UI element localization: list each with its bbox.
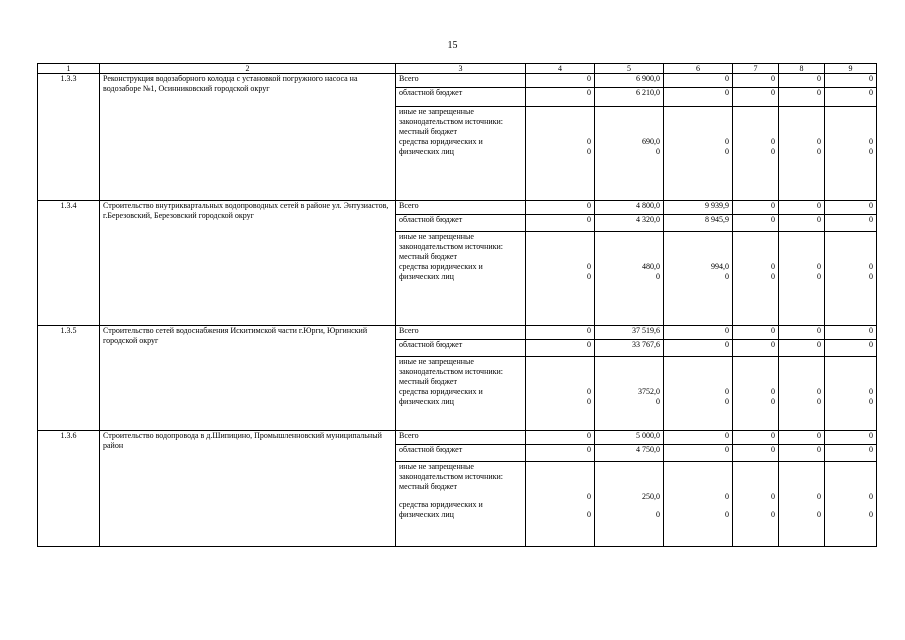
local-value: 0 [817,492,821,501]
value-spacer [529,232,591,262]
local-value: 0 [771,137,775,146]
other-sources-values [733,107,779,201]
source-regional-label: областной бюджет [396,445,526,462]
source-total-label: Всего [396,326,526,340]
value-spacer [598,462,660,492]
other-sources-values [733,357,779,431]
local-value: 0 [725,492,729,501]
value-spacer [529,462,591,492]
regional-value: 0 [779,88,825,107]
other-sources-values [664,107,733,201]
legal-entities-label: средства юридических и физических лиц [399,387,483,406]
total-value: 0 [825,201,877,215]
other-sources-values [779,107,825,201]
other-sources-values [825,462,877,547]
local-value: 250,0 [642,492,660,501]
total-value: 0 [779,326,825,340]
regional-value: 0 [664,88,733,107]
total-value: 0 [664,74,733,88]
regional-value: 0 [779,445,825,462]
project-code: 1.3.6 [38,431,100,547]
total-value: 0 [779,74,825,88]
column-number: 7 [733,64,779,74]
regional-value: 8 945,9 [664,215,733,232]
column-number: 8 [779,64,825,74]
project-row [38,326,877,340]
legal-value: 0 [771,272,775,281]
regional-value: 0 [779,340,825,357]
total-value: 0 [825,431,877,445]
legal-value: 0 [869,397,873,406]
other-sources-values [825,232,877,326]
source-total-label: Всего [396,431,526,445]
legal-value: 0 [869,510,873,519]
other-sources-label: иные не запрещенные законодательством источники: [399,357,504,376]
project-description: Строительство внутриквартальных водопроводных сетей в районе ул. Энтузиастов, г.Березовский, Березовский городской округ [100,201,396,326]
project-code: 1.3.4 [38,201,100,326]
value-spacer [598,107,660,137]
other-sources-values [779,232,825,326]
other-sources-values [825,357,877,431]
local-value: 0 [587,492,591,501]
regional-value: 0 [526,445,595,462]
total-value: 9 939,9 [664,201,733,215]
total-value: 37 519,6 [595,326,664,340]
project-code: 1.3.3 [38,74,100,201]
legal-value: 0 [725,510,729,519]
legal-value: 0 [771,510,775,519]
local-budget-label: местный бюджет [399,482,457,491]
value-spacer [782,107,821,137]
value-spacer [736,107,775,137]
regional-value: 33 767,6 [595,340,664,357]
other-sources-cell [396,357,526,431]
source-total-label: Всего [396,74,526,88]
legal-value: 0 [656,510,660,519]
local-value: 0 [587,137,591,146]
legal-value: 0 [656,272,660,281]
source-regional-label: областной бюджет [396,88,526,107]
legal-value: 0 [817,510,821,519]
other-sources-values [664,232,733,326]
regional-value: 0 [664,445,733,462]
column-number: 3 [396,64,526,74]
other-sources-values [733,462,779,547]
total-value: 0 [825,326,877,340]
source-regional-label: областной бюджет [396,215,526,232]
source-total-label: Всего [396,201,526,215]
regional-value: 0 [825,445,877,462]
column-number: 9 [825,64,877,74]
local-value: 0 [725,137,729,146]
total-value: 0 [779,431,825,445]
legal-value: 0 [587,510,591,519]
legal-value: 0 [817,272,821,281]
other-sources-values [733,232,779,326]
funding-table [37,63,877,547]
legal-value: 0 [656,397,660,406]
regional-value: 4 750,0 [595,445,664,462]
regional-value: 0 [825,88,877,107]
value-spacer [782,462,821,492]
other-sources-values [595,462,664,547]
column-number-row [38,64,877,74]
total-value: 6 900,0 [595,74,664,88]
project-row [38,74,877,88]
other-sources-values [526,232,595,326]
value-spacer [736,232,775,262]
value-spacer [529,107,591,137]
total-value: 0 [825,74,877,88]
local-value: 0 [771,262,775,271]
other-sources-cell [396,107,526,201]
other-sources-values [779,357,825,431]
legal-value: 0 [771,397,775,406]
other-sources-label: иные не запрещенные законодательством источники: [399,462,504,481]
legal-value: 0 [869,272,873,281]
regional-value: 0 [825,340,877,357]
project-row [38,431,877,445]
other-sources-label: иные не запрещенные законодательством источники: [399,107,504,126]
column-number: 6 [664,64,733,74]
regional-value: 0 [825,215,877,232]
local-value: 690,0 [642,137,660,146]
local-value: 0 [869,492,873,501]
total-value: 0 [664,431,733,445]
local-value: 0 [869,262,873,271]
local-value: 0 [771,492,775,501]
legal-entities-label: средства юридических и физических лиц [399,500,483,519]
column-number: 4 [526,64,595,74]
total-value: 0 [664,326,733,340]
legal-value: 0 [725,397,729,406]
value-spacer [828,462,873,492]
value-spacer [736,357,775,387]
local-value: 0 [869,137,873,146]
other-sources-values [526,107,595,201]
total-value: 0 [733,326,779,340]
local-budget-label: местный бюджет [399,252,457,261]
column-number: 1 [38,64,100,74]
local-value: 0 [817,387,821,396]
other-sources-values [779,462,825,547]
project-description: Строительство сетей водоснабжения Искитимской части г.Юрги, Юргинский городской округ [100,326,396,431]
project-code: 1.3.5 [38,326,100,431]
legal-value: 0 [587,397,591,406]
project-row [38,201,877,215]
regional-value: 0 [779,215,825,232]
total-value: 0 [733,201,779,215]
local-value: 0 [817,137,821,146]
local-value: 0 [771,387,775,396]
value-spacer [667,107,729,137]
value-spacer [782,232,821,262]
total-value: 5 000,0 [595,431,664,445]
value-spacer [667,232,729,262]
legal-entities-label: средства юридических и физических лиц [399,137,483,156]
local-budget-label: местный бюджет [399,377,457,386]
column-number: 2 [100,64,396,74]
other-sources-values [664,357,733,431]
source-regional-label: областной бюджет [396,340,526,357]
other-sources-values [526,462,595,547]
page-number: 15 [447,40,458,51]
regional-value: 0 [526,215,595,232]
other-sources-values [825,107,877,201]
value-spacer [782,357,821,387]
local-value: 0 [869,387,873,396]
value-spacer [598,232,660,262]
project-description: Строительство водопровода в д.Шипицино, Промышленновский муниципальный район [100,431,396,547]
total-value: 0 [779,201,825,215]
total-value: 0 [733,74,779,88]
other-sources-cell [396,232,526,326]
regional-value: 6 210,0 [595,88,664,107]
local-value: 0 [587,387,591,396]
other-sources-values [595,107,664,201]
regional-value: 0 [664,340,733,357]
other-sources-cell [396,462,526,547]
legal-value: 0 [771,147,775,156]
value-spacer [828,107,873,137]
total-value: 4 800,0 [595,201,664,215]
other-sources-values [526,357,595,431]
value-spacer [529,357,591,387]
legal-value: 0 [817,397,821,406]
regional-value: 0 [526,88,595,107]
legal-value: 0 [587,147,591,156]
value-spacer [598,357,660,387]
value-spacer [736,462,775,492]
legal-value: 0 [869,147,873,156]
regional-value: 0 [733,445,779,462]
other-sources-values [595,232,664,326]
local-budget-label: местный бюджет [399,127,457,136]
legal-entities-label: средства юридических и физических лиц [399,262,483,281]
total-value: 0 [526,431,595,445]
local-value: 3752,0 [638,387,660,396]
legal-value: 0 [725,147,729,156]
local-value: 0 [725,387,729,396]
legal-value: 0 [656,147,660,156]
value-spacer [667,357,729,387]
local-value: 0 [817,262,821,271]
other-sources-label: иные не запрещенные законодательством источники: [399,232,504,251]
total-value: 0 [526,326,595,340]
legal-value: 0 [587,272,591,281]
legal-value: 0 [725,272,729,281]
local-value: 994,0 [711,262,729,271]
value-spacer [667,462,729,492]
legal-value: 0 [817,147,821,156]
column-number: 5 [595,64,664,74]
local-value: 0 [587,262,591,271]
regional-value: 0 [733,88,779,107]
regional-value: 0 [526,340,595,357]
other-sources-values [664,462,733,547]
value-spacer [828,357,873,387]
regional-value: 0 [733,340,779,357]
local-value: 480,0 [642,262,660,271]
value-spacer [828,232,873,262]
regional-value: 0 [733,215,779,232]
regional-value: 4 320,0 [595,215,664,232]
project-description: Реконструкция водозаборного колодца с установкой погружного насоса на водозаборе №1, Осинниковский городской округ [100,74,396,201]
total-value: 0 [526,201,595,215]
total-value: 0 [733,431,779,445]
total-value: 0 [526,74,595,88]
other-sources-values [595,357,664,431]
